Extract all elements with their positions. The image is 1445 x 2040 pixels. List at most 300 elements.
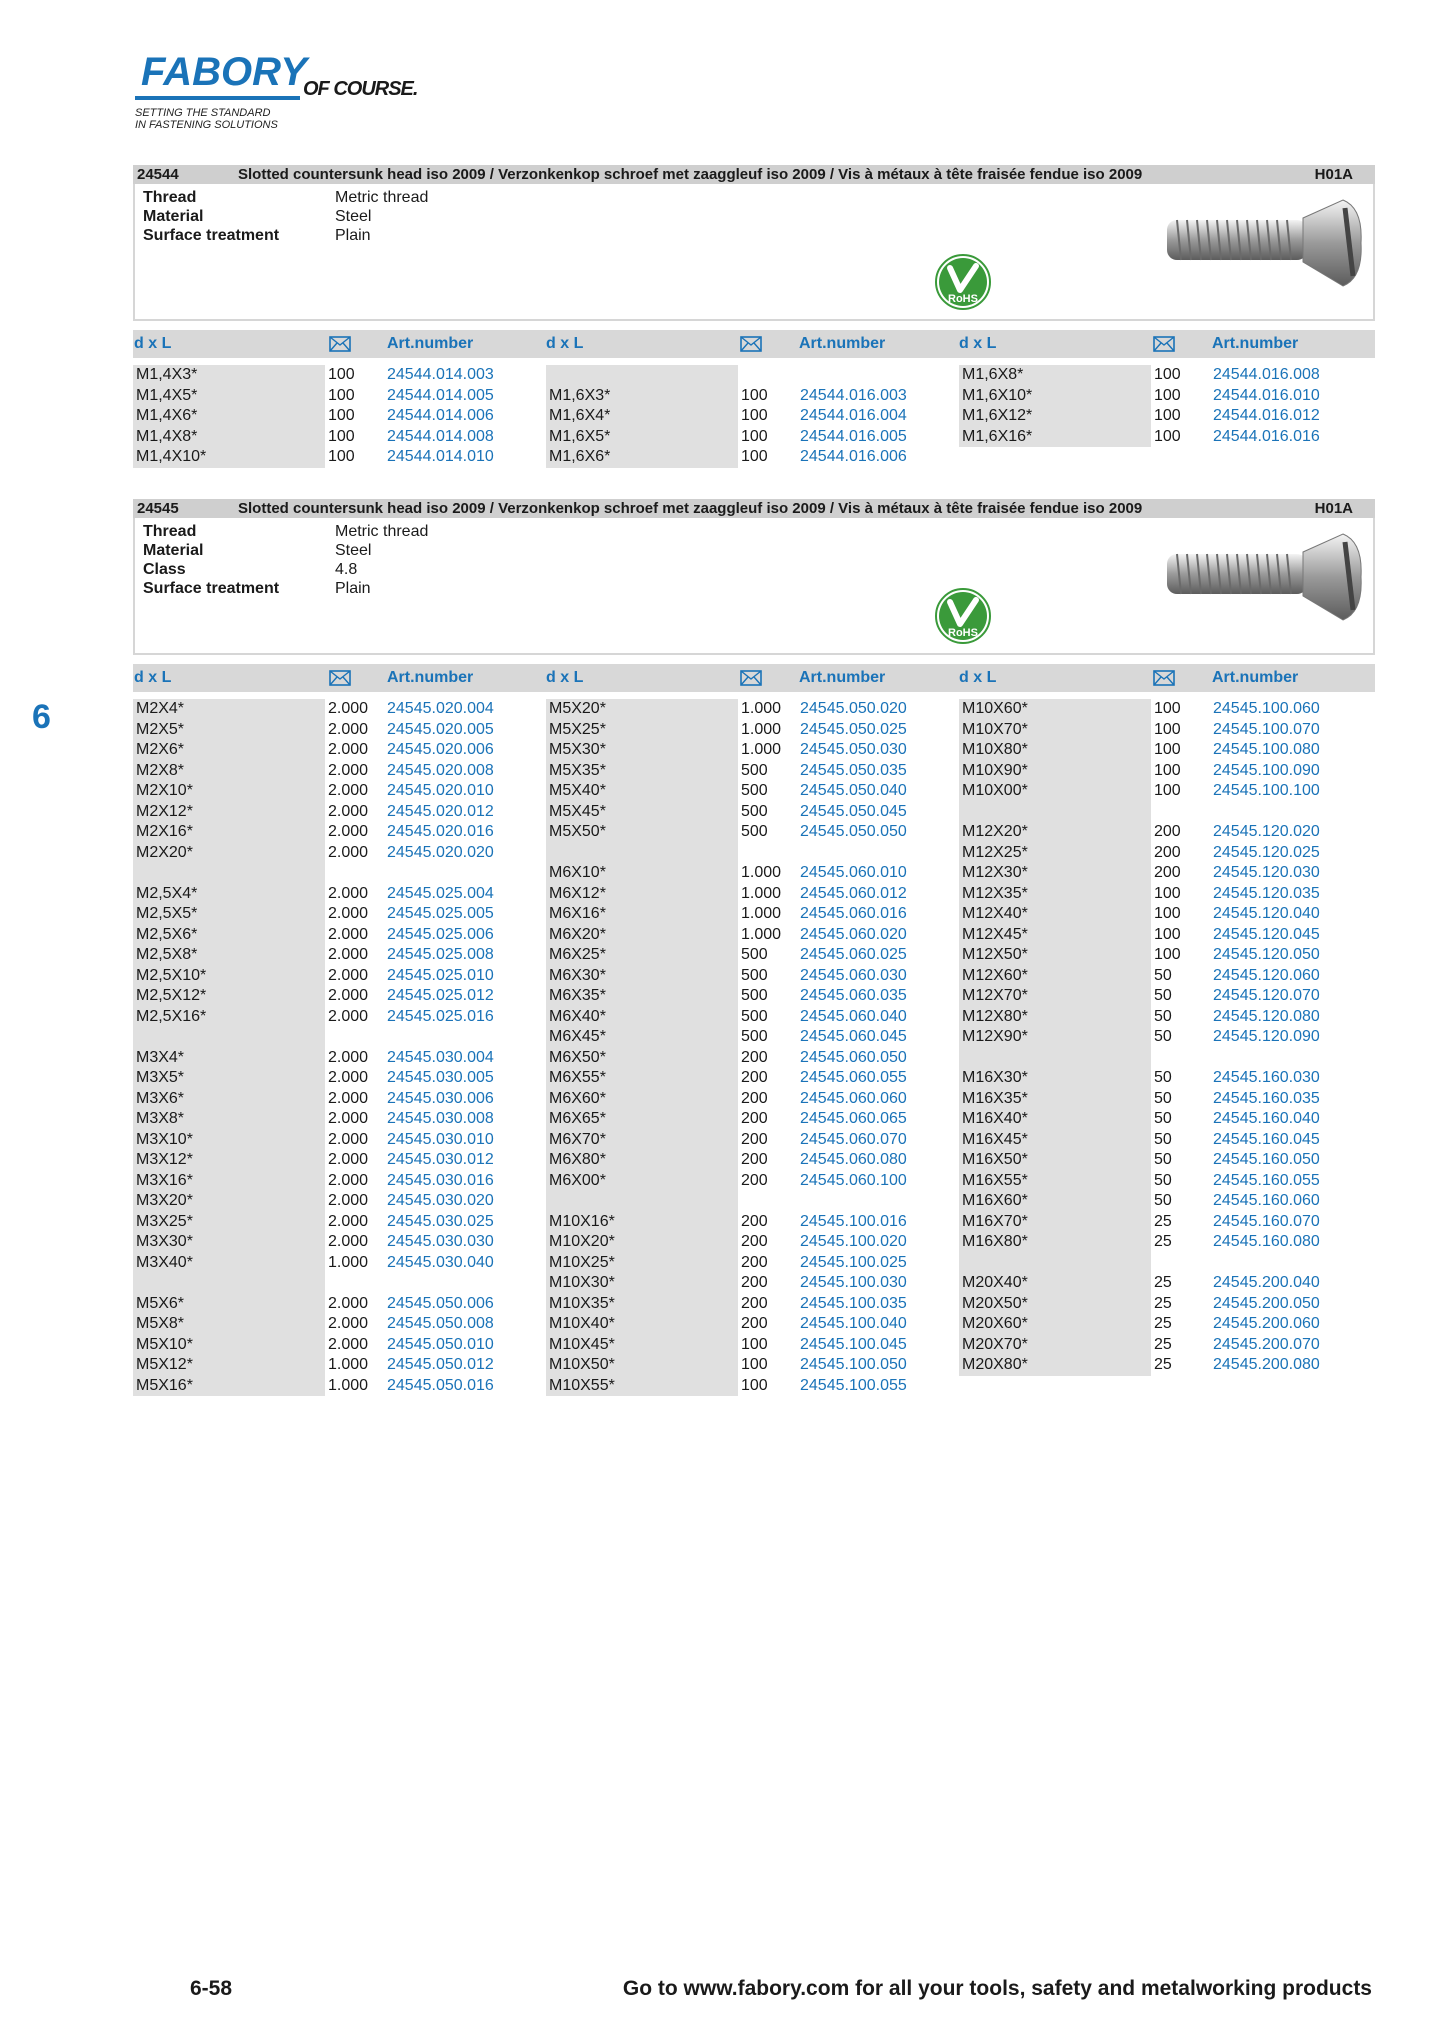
article-number-link[interactable]: 24545.060.012 bbox=[800, 884, 907, 902]
article-number-link[interactable]: 24545.100.100 bbox=[1213, 782, 1320, 799]
col-header-art: Art.number bbox=[799, 335, 886, 352]
article-number-link[interactable]: 24545.020.004 bbox=[387, 700, 494, 717]
quantity-cell: 2.000 bbox=[328, 905, 369, 922]
article-number-link[interactable]: 24545.160.055 bbox=[1213, 1171, 1320, 1189]
size-cell: M5X45* bbox=[549, 802, 606, 820]
size-cell: M6X65* bbox=[549, 1110, 606, 1127]
article-number-link[interactable]: 24545.120.090 bbox=[1213, 1028, 1320, 1045]
quantity-cell: 200 bbox=[741, 1274, 768, 1291]
quantity-cell: 100 bbox=[328, 448, 355, 465]
quantity-cell: 100 bbox=[1154, 905, 1181, 922]
size-cell: M5X16* bbox=[136, 1376, 193, 1394]
quantity-cell: 100 bbox=[1154, 386, 1181, 404]
size-cell: M5X35* bbox=[549, 761, 606, 779]
article-number-link[interactable]: 24545.120.030 bbox=[1213, 864, 1320, 881]
article-number-link[interactable]: 24545.100.050 bbox=[800, 1356, 907, 1373]
col-header-dl: d x L bbox=[134, 335, 172, 352]
article-number-link[interactable]: 24545.160.045 bbox=[1213, 1130, 1320, 1148]
article-number-link[interactable]: 24545.050.050 bbox=[800, 823, 907, 840]
article-number-link[interactable]: 24545.100.060 bbox=[1213, 700, 1320, 717]
quantity-cell: 100 bbox=[328, 366, 355, 383]
section-description: Slotted countersunk head iso 2009 / Verzonkenkop schroef met zaaggleuf iso 2009 / Vis à métaux à tête fraisée fendue iso 2009 bbox=[238, 166, 1143, 183]
quantity-cell: 2.000 bbox=[328, 720, 369, 738]
article-number-link[interactable]: 24545.060.055 bbox=[800, 1069, 907, 1086]
logo-subline-2: IN FASTENING SOLUTIONS bbox=[135, 119, 278, 131]
size-cell: M20X40* bbox=[962, 1274, 1028, 1291]
article-number-link[interactable]: 24545.030.020 bbox=[387, 1192, 494, 1209]
quantity-cell: 200 bbox=[1154, 823, 1181, 840]
size-cell: M6X12* bbox=[549, 884, 606, 902]
article-number-link[interactable]: 24545.200.040 bbox=[1213, 1274, 1320, 1291]
size-cell: M10X00* bbox=[962, 782, 1028, 799]
quantity-cell: 2.000 bbox=[328, 1069, 369, 1086]
size-cell: M12X40* bbox=[962, 905, 1028, 922]
quantity-cell: 100 bbox=[1154, 946, 1181, 963]
size-cell: M16X30* bbox=[962, 1069, 1028, 1086]
size-cell: M16X60* bbox=[962, 1192, 1028, 1209]
section-group: H01A bbox=[1314, 166, 1353, 183]
quantity-cell: 2.000 bbox=[328, 1151, 369, 1168]
size-cell: M2,5X4* bbox=[136, 884, 198, 902]
quantity-cell: 100 bbox=[1154, 700, 1181, 717]
quantity-cell: 2.000 bbox=[328, 925, 369, 943]
size-cell: M3X40* bbox=[136, 1253, 193, 1271]
size-cell: M1,6X5* bbox=[549, 427, 611, 445]
prop-label: Surface treatment bbox=[143, 227, 280, 244]
size-cell: M3X8* bbox=[136, 1110, 185, 1127]
article-number-link[interactable]: 24545.060.080 bbox=[800, 1151, 907, 1168]
col-header-dl: d x L bbox=[546, 669, 584, 686]
article-number-link[interactable]: 24545.120.020 bbox=[1213, 823, 1320, 840]
article-number-link[interactable]: 24545.200.070 bbox=[1213, 1335, 1320, 1353]
size-cell: M10X35* bbox=[549, 1294, 615, 1312]
size-cell: M2,5X16* bbox=[136, 1007, 207, 1025]
article-number-link[interactable]: 24545.120.060 bbox=[1213, 966, 1320, 984]
quantity-cell: 200 bbox=[741, 1151, 768, 1168]
envelope-icon bbox=[740, 336, 762, 352]
quantity-cell: 200 bbox=[741, 1294, 768, 1312]
article-number-link[interactable]: 24545.060.050 bbox=[800, 1048, 907, 1066]
size-cell: M2,5X6* bbox=[136, 925, 198, 943]
quantity-cell: 25 bbox=[1154, 1356, 1172, 1373]
size-cell: M16X80* bbox=[962, 1233, 1028, 1250]
article-number-link[interactable]: 24545.025.012 bbox=[387, 987, 494, 1004]
size-cell: M2X4* bbox=[136, 700, 185, 717]
size-cell: M3X5* bbox=[136, 1069, 185, 1086]
article-number-link[interactable]: 24545.100.090 bbox=[1213, 761, 1320, 779]
quantity-cell: 500 bbox=[741, 802, 768, 820]
article-number-link[interactable]: 24544.016.012 bbox=[1213, 407, 1320, 424]
size-cell: M16X35* bbox=[962, 1089, 1028, 1107]
size-cell: M1,4X8* bbox=[136, 427, 198, 445]
size-cell: M20X60* bbox=[962, 1315, 1028, 1332]
prop-value: Metric thread bbox=[335, 189, 429, 206]
logo-subline bbox=[135, 107, 278, 131]
article-number-link[interactable]: 24544.016.008 bbox=[1213, 366, 1320, 383]
article-number-link[interactable]: 24544.016.004 bbox=[800, 407, 907, 424]
article-number-link[interactable]: 24545.120.025 bbox=[1213, 843, 1320, 861]
article-number-link[interactable]: 24545.200.050 bbox=[1213, 1294, 1320, 1312]
article-number-link[interactable]: 24545.200.060 bbox=[1213, 1315, 1320, 1332]
quantity-cell: 500 bbox=[741, 966, 768, 984]
quantity-cell: 500 bbox=[741, 823, 768, 840]
article-number-link[interactable]: 24545.020.010 bbox=[387, 782, 494, 799]
article-number-link[interactable]: 24545.030.016 bbox=[387, 1171, 494, 1189]
article-number-link[interactable]: 24545.160.030 bbox=[1213, 1069, 1320, 1086]
rohs-badge-label: RoHS bbox=[948, 293, 978, 305]
article-number-link[interactable]: 24545.050.020 bbox=[800, 700, 907, 717]
quantity-cell: 50 bbox=[1154, 1110, 1172, 1127]
size-cell: M10X25* bbox=[549, 1253, 615, 1271]
col-header-art: Art.number bbox=[1212, 669, 1299, 686]
article-number-link[interactable]: 24545.060.070 bbox=[800, 1130, 907, 1148]
col-header-art: Art.number bbox=[799, 669, 886, 686]
article-number-link[interactable]: 24545.025.004 bbox=[387, 884, 494, 902]
article-number-link[interactable]: 24545.030.006 bbox=[387, 1089, 494, 1107]
article-number-link[interactable]: 24545.020.016 bbox=[387, 823, 494, 840]
article-number-link[interactable]: 24545.030.010 bbox=[387, 1130, 494, 1148]
article-number-link[interactable]: 24545.160.035 bbox=[1213, 1089, 1320, 1107]
article-number-link[interactable]: 24545.060.100 bbox=[800, 1171, 907, 1189]
size-cell: M12X90* bbox=[962, 1028, 1028, 1045]
size-cell: M6X60* bbox=[549, 1089, 606, 1107]
quantity-cell: 100 bbox=[1154, 366, 1181, 383]
quantity-cell: 100 bbox=[328, 386, 355, 404]
size-cell: M1,6X16* bbox=[962, 427, 1033, 445]
article-number-link[interactable]: 24544.014.006 bbox=[387, 407, 494, 424]
quantity-cell: 100 bbox=[1154, 782, 1181, 799]
size-cell: M2,5X5* bbox=[136, 905, 198, 922]
article-number-link[interactable]: 24544.014.005 bbox=[387, 386, 494, 404]
size-cell: M12X20* bbox=[962, 823, 1028, 840]
size-cell: M12X45* bbox=[962, 925, 1028, 943]
quantity-cell: 100 bbox=[328, 407, 355, 424]
size-cell: M16X70* bbox=[962, 1212, 1028, 1230]
size-cell: M6X55* bbox=[549, 1069, 606, 1086]
article-number-link[interactable]: 24545.050.008 bbox=[387, 1315, 494, 1332]
section-code: 24545 bbox=[137, 500, 179, 517]
prop-value: Metric thread bbox=[335, 523, 429, 540]
quantity-cell: 25 bbox=[1154, 1212, 1172, 1230]
quantity-cell: 100 bbox=[741, 386, 768, 404]
quantity-cell: 25 bbox=[1154, 1335, 1172, 1353]
size-cell: M20X50* bbox=[962, 1294, 1028, 1312]
article-number-link[interactable]: 24544.016.003 bbox=[800, 386, 907, 404]
screw-product-image bbox=[1163, 532, 1363, 622]
article-number-link[interactable]: 24545.160.070 bbox=[1213, 1212, 1320, 1230]
article-number-link[interactable]: 24545.050.040 bbox=[800, 782, 907, 799]
article-number-link[interactable]: 24545.120.040 bbox=[1213, 905, 1320, 922]
quantity-cell: 100 bbox=[741, 427, 768, 445]
article-number-link[interactable]: 24545.160.080 bbox=[1213, 1233, 1320, 1250]
article-number-link[interactable]: 24545.030.012 bbox=[387, 1151, 494, 1168]
article-number-link[interactable]: 24545.030.005 bbox=[387, 1069, 494, 1086]
article-number-link[interactable]: 24545.120.050 bbox=[1213, 946, 1320, 963]
size-cell: M10X50* bbox=[549, 1356, 615, 1373]
article-number-link[interactable]: 24545.025.016 bbox=[387, 1007, 494, 1025]
section-header bbox=[133, 499, 1375, 518]
prop-label: Class bbox=[143, 561, 186, 578]
prop-label: Surface treatment bbox=[143, 580, 280, 597]
quantity-cell: 2.000 bbox=[328, 1315, 369, 1332]
size-cell: M2X16* bbox=[136, 823, 193, 840]
article-number-link[interactable]: 24545.050.025 bbox=[800, 720, 907, 738]
quantity-cell: 2.000 bbox=[328, 802, 369, 820]
article-number-link[interactable]: 24544.016.010 bbox=[1213, 386, 1320, 404]
article-number-link[interactable]: 24545.160.060 bbox=[1213, 1192, 1320, 1209]
article-number-link[interactable]: 24545.050.030 bbox=[800, 741, 907, 758]
article-number-link[interactable]: 24545.120.035 bbox=[1213, 884, 1320, 902]
screw-product-image bbox=[1163, 198, 1363, 288]
article-number-link[interactable]: 24544.016.005 bbox=[800, 427, 907, 445]
size-cell: M10X30* bbox=[549, 1274, 615, 1291]
quantity-cell: 2.000 bbox=[328, 1335, 369, 1353]
quantity-cell: 200 bbox=[741, 1069, 768, 1086]
size-cell: M16X45* bbox=[962, 1130, 1028, 1148]
quantity-cell: 2.000 bbox=[328, 823, 369, 840]
quantity-cell: 500 bbox=[741, 1007, 768, 1025]
article-number-link[interactable]: 24544.014.008 bbox=[387, 427, 494, 445]
article-number-link[interactable]: 24545.020.012 bbox=[387, 802, 494, 820]
size-cell: M10X70* bbox=[962, 720, 1028, 738]
section-details bbox=[133, 518, 1375, 655]
quantity-cell: 100 bbox=[1154, 741, 1181, 758]
prop-value: Steel bbox=[335, 208, 372, 225]
article-number-link[interactable]: 24544.014.003 bbox=[387, 366, 494, 383]
size-cell: M5X8* bbox=[136, 1315, 185, 1332]
col-header-art: Art.number bbox=[1212, 335, 1299, 352]
size-cell: M2X20* bbox=[136, 843, 193, 861]
quantity-cell: 2.000 bbox=[328, 1171, 369, 1189]
size-cell: M1,6X12* bbox=[962, 407, 1033, 424]
quantity-cell: 50 bbox=[1154, 987, 1172, 1004]
size-cell: M20X80* bbox=[962, 1356, 1028, 1373]
quantity-cell: 100 bbox=[741, 1335, 768, 1353]
article-number-link[interactable]: 24545.100.030 bbox=[800, 1274, 907, 1291]
size-cell: M2,5X10* bbox=[136, 966, 207, 984]
size-cell: M3X30* bbox=[136, 1233, 193, 1250]
col-header-dl: d x L bbox=[134, 669, 172, 686]
properties-list bbox=[143, 188, 428, 245]
size-cell: M6X30* bbox=[549, 966, 606, 984]
size-cell: M3X16* bbox=[136, 1171, 193, 1189]
article-number-link[interactable]: 24545.025.008 bbox=[387, 946, 494, 963]
article-number-link[interactable]: 24545.060.025 bbox=[800, 946, 907, 963]
quantity-cell: 50 bbox=[1154, 966, 1172, 984]
quantity-cell: 1.000 bbox=[741, 720, 782, 738]
size-cell: M1,6X10* bbox=[962, 386, 1033, 404]
quantity-cell: 200 bbox=[741, 1212, 768, 1230]
quantity-cell: 100 bbox=[741, 407, 768, 424]
article-number-link[interactable]: 24545.060.030 bbox=[800, 966, 907, 984]
section-description: Slotted countersunk head iso 2009 / Verzonkenkop schroef met zaaggleuf iso 2009 / Vis à métaux à tête fraisée fendue iso 2009 bbox=[238, 500, 1143, 517]
logo-underline bbox=[135, 96, 300, 100]
size-cell: M10X45* bbox=[549, 1335, 615, 1353]
quantity-cell: 100 bbox=[1154, 407, 1181, 424]
size-cell: M16X55* bbox=[962, 1171, 1028, 1189]
article-number-link[interactable]: 24544.014.010 bbox=[387, 448, 494, 465]
product-section-24545 bbox=[133, 499, 1375, 655]
footer-text: Go to www.fabory.com for all your tools, safety and metalworking products bbox=[622, 1977, 1372, 2000]
article-number-link[interactable]: 24545.025.010 bbox=[387, 966, 494, 984]
size-cell: M1,6X3* bbox=[549, 386, 611, 404]
quantity-cell: 2.000 bbox=[328, 1130, 369, 1148]
article-number-link[interactable]: 24545.100.025 bbox=[800, 1253, 907, 1271]
size-cell: M6X45* bbox=[549, 1028, 606, 1045]
quantity-cell: 500 bbox=[741, 946, 768, 963]
quantity-cell: 1.000 bbox=[328, 1253, 369, 1271]
article-number-link[interactable]: 24545.100.055 bbox=[800, 1376, 907, 1394]
quantity-cell: 50 bbox=[1154, 1130, 1172, 1148]
size-cell: M12X25* bbox=[962, 843, 1028, 861]
article-number-link[interactable]: 24545.120.045 bbox=[1213, 925, 1320, 943]
article-number-link[interactable]: 24545.120.070 bbox=[1213, 987, 1320, 1004]
article-number-link[interactable]: 24545.100.045 bbox=[800, 1335, 907, 1353]
quantity-cell: 25 bbox=[1154, 1315, 1172, 1332]
page-number: 6-58 bbox=[190, 1977, 233, 2000]
article-number-link[interactable]: 24545.030.025 bbox=[387, 1212, 494, 1230]
article-number-link[interactable]: 24545.060.060 bbox=[800, 1089, 907, 1107]
quantity-cell: 2.000 bbox=[328, 700, 369, 717]
article-number-link[interactable]: 24545.050.035 bbox=[800, 761, 907, 779]
quantity-cell: 200 bbox=[1154, 864, 1181, 881]
quantity-cell: 1.000 bbox=[328, 1356, 369, 1373]
size-cell: M5X6* bbox=[136, 1294, 185, 1312]
quantity-cell: 2.000 bbox=[328, 782, 369, 799]
size-cell: M12X60* bbox=[962, 966, 1028, 984]
article-number-link[interactable]: 24545.060.010 bbox=[800, 864, 907, 881]
size-cell: M6X70* bbox=[549, 1130, 606, 1148]
article-number-link[interactable]: 24545.025.006 bbox=[387, 925, 494, 943]
article-number-link[interactable]: 24545.025.005 bbox=[387, 905, 494, 922]
article-number-link[interactable]: 24545.020.008 bbox=[387, 761, 494, 779]
article-number-link[interactable]: 24545.020.006 bbox=[387, 741, 494, 758]
article-number-link[interactable]: 24545.160.040 bbox=[1213, 1110, 1320, 1127]
article-number-link[interactable]: 24545.030.040 bbox=[387, 1253, 494, 1271]
size-cell: M1,4X6* bbox=[136, 407, 198, 424]
quantity-cell: 500 bbox=[741, 1028, 768, 1045]
size-cell: M12X30* bbox=[962, 864, 1028, 881]
size-cell: M6X10* bbox=[549, 864, 606, 881]
article-number-link[interactable]: 24545.050.016 bbox=[387, 1376, 494, 1394]
size-cell: M5X12* bbox=[136, 1356, 193, 1373]
quantity-cell: 2.000 bbox=[328, 1192, 369, 1209]
quantity-cell: 100 bbox=[1154, 720, 1181, 738]
article-number-link[interactable]: 24545.050.010 bbox=[387, 1335, 494, 1353]
quantity-cell: 2.000 bbox=[328, 1007, 369, 1025]
size-cell: M12X50* bbox=[962, 946, 1028, 963]
size-cell: M6X50* bbox=[549, 1048, 606, 1066]
quantity-cell: 1.000 bbox=[741, 700, 782, 717]
quantity-cell: 100 bbox=[741, 448, 768, 465]
article-number-link[interactable]: 24544.016.006 bbox=[800, 448, 907, 465]
article-number-link[interactable]: 24545.030.030 bbox=[387, 1233, 494, 1250]
article-number-link[interactable]: 24545.030.004 bbox=[387, 1048, 494, 1066]
article-number-link[interactable]: 24545.100.035 bbox=[800, 1294, 907, 1312]
article-number-link[interactable]: 24545.100.070 bbox=[1213, 720, 1320, 738]
article-number-link[interactable]: 24545.060.065 bbox=[800, 1110, 907, 1127]
properties-list bbox=[143, 522, 428, 598]
size-cell: M2X5* bbox=[136, 720, 185, 738]
envelope-icon bbox=[740, 670, 762, 686]
section-group: H01A bbox=[1314, 500, 1353, 517]
article-number-link[interactable]: 24545.200.080 bbox=[1213, 1356, 1320, 1373]
size-cell: M12X70* bbox=[962, 987, 1028, 1004]
quantity-cell: 100 bbox=[741, 1356, 768, 1373]
quantity-cell: 1.000 bbox=[328, 1376, 369, 1394]
size-cell: M2X12* bbox=[136, 802, 193, 820]
quantity-cell: 100 bbox=[1154, 761, 1181, 779]
prop-label: Thread bbox=[143, 523, 197, 540]
article-number-link[interactable]: 24545.060.035 bbox=[800, 987, 907, 1004]
quantity-cell: 1.000 bbox=[741, 905, 782, 922]
quantity-cell: 50 bbox=[1154, 1028, 1172, 1045]
quantity-cell: 2.000 bbox=[328, 946, 369, 963]
article-number-link[interactable]: 24544.016.016 bbox=[1213, 427, 1320, 445]
size-cell: M3X4* bbox=[136, 1048, 185, 1066]
size-cell: M5X25* bbox=[549, 720, 606, 738]
size-cell: M2,5X12* bbox=[136, 987, 207, 1004]
col-header-dl: d x L bbox=[959, 669, 997, 686]
size-cell: M2X8* bbox=[136, 761, 185, 779]
quantity-cell: 500 bbox=[741, 987, 768, 1004]
article-number-link[interactable]: 24545.030.008 bbox=[387, 1110, 494, 1127]
table-header-24544 bbox=[133, 330, 1375, 358]
article-number-link[interactable]: 24545.020.005 bbox=[387, 720, 494, 738]
article-number-link[interactable]: 24545.060.045 bbox=[800, 1028, 907, 1045]
prop-label: Thread bbox=[143, 189, 197, 206]
size-cell: M5X30* bbox=[549, 741, 606, 758]
quantity-cell: 200 bbox=[741, 1315, 768, 1332]
logo-subline-1: SETTING THE STANDARD bbox=[135, 107, 271, 119]
size-cell: M1,4X5* bbox=[136, 386, 198, 404]
quantity-cell: 500 bbox=[741, 761, 768, 779]
size-cell: M6X25* bbox=[549, 946, 606, 963]
article-number-link[interactable]: 24545.100.020 bbox=[800, 1233, 907, 1250]
size-cell: M2,5X8* bbox=[136, 946, 198, 963]
article-number-link[interactable]: 24545.060.040 bbox=[800, 1007, 907, 1025]
quantity-cell: 50 bbox=[1154, 1171, 1172, 1189]
article-number-link[interactable]: 24545.050.012 bbox=[387, 1356, 494, 1373]
size-cell: M10X55* bbox=[549, 1376, 615, 1394]
size-cell: M10X20* bbox=[549, 1233, 615, 1250]
logo-brand: FABORY bbox=[141, 50, 307, 94]
size-cell: M10X60* bbox=[962, 700, 1028, 717]
article-number-link[interactable]: 24545.100.080 bbox=[1213, 741, 1320, 758]
article-number-link[interactable]: 24545.160.050 bbox=[1213, 1151, 1320, 1168]
prop-value: Plain bbox=[335, 227, 371, 244]
article-number-link[interactable]: 24545.020.020 bbox=[387, 843, 494, 861]
section-details bbox=[133, 184, 1375, 321]
quantity-cell: 2.000 bbox=[328, 1048, 369, 1066]
col-header-dl: d x L bbox=[546, 335, 584, 352]
quantity-cell: 200 bbox=[741, 1233, 768, 1250]
article-number-link[interactable]: 24545.100.040 bbox=[800, 1315, 907, 1332]
size-cell: M10X90* bbox=[962, 761, 1028, 779]
article-number-link[interactable]: 24545.120.080 bbox=[1213, 1007, 1320, 1025]
quantity-cell: 2.000 bbox=[328, 987, 369, 1004]
article-number-link[interactable]: 24545.100.016 bbox=[800, 1212, 907, 1230]
article-number-link[interactable]: 24545.060.016 bbox=[800, 905, 907, 922]
quantity-cell: 2.000 bbox=[328, 966, 369, 984]
rohs-badge-label: RoHS bbox=[948, 627, 978, 639]
size-cell: M6X16* bbox=[549, 905, 606, 922]
article-number-link[interactable]: 24545.060.020 bbox=[800, 925, 907, 943]
size-cell: M6X35* bbox=[549, 987, 606, 1004]
article-number-link[interactable]: 24545.050.045 bbox=[800, 802, 907, 820]
article-number-link[interactable]: 24545.050.006 bbox=[387, 1294, 494, 1312]
col-header-art: Art.number bbox=[387, 335, 474, 352]
